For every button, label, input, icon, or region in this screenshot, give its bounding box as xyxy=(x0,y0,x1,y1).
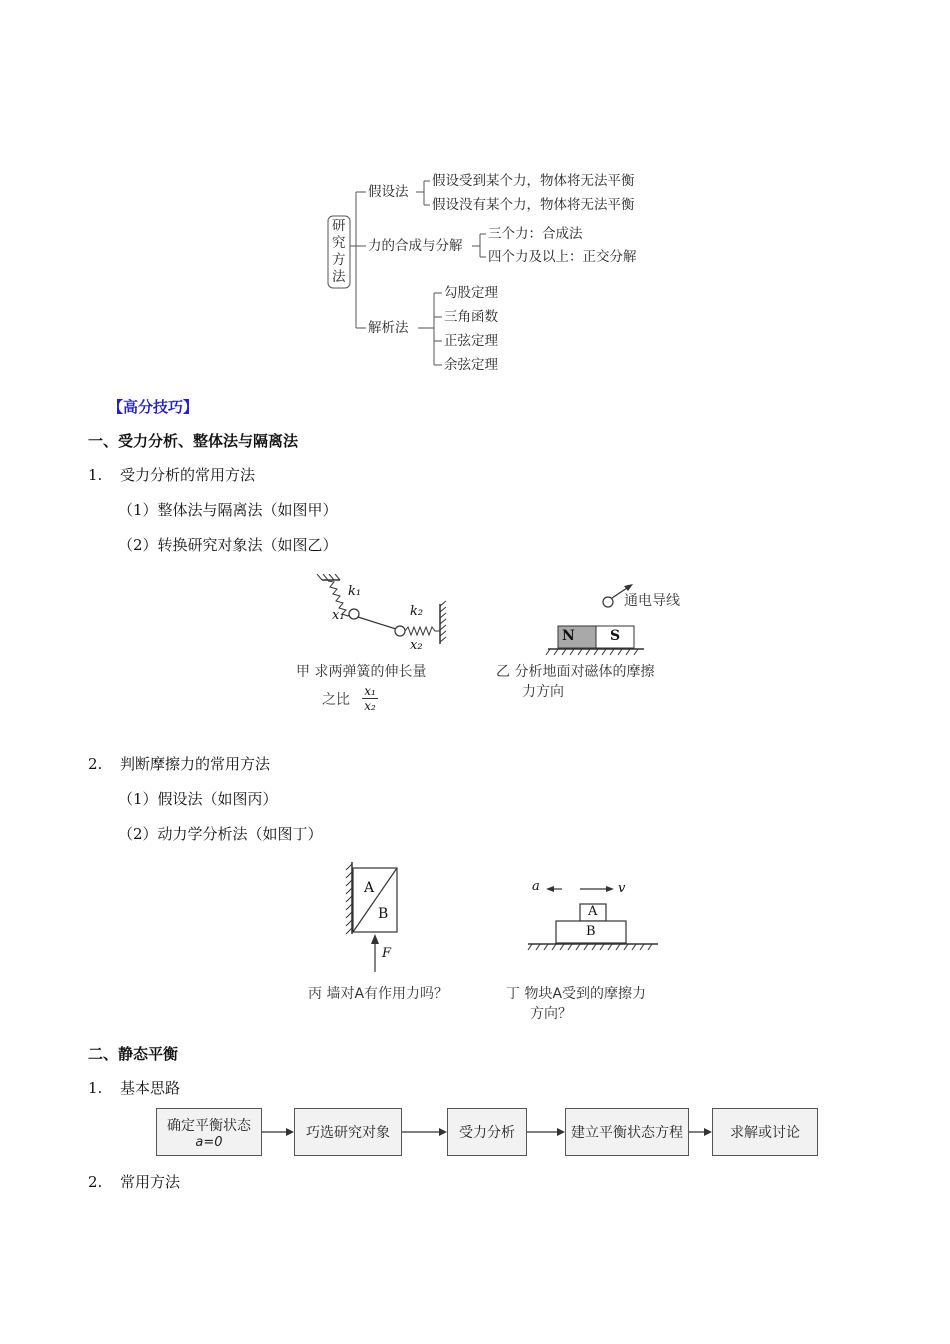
figure-ding xyxy=(500,876,720,1026)
flow-step-force-analysis xyxy=(447,1108,527,1156)
flow-step-1-line2: a=0 xyxy=(195,1134,223,1150)
force-f-label: F xyxy=(382,946,392,961)
flow-step-confirm-equilibrium xyxy=(156,1108,262,1156)
mindmap xyxy=(320,168,680,380)
tips-heading: 【高分技巧】 xyxy=(108,398,199,416)
flow-step-build-equation xyxy=(565,1108,689,1156)
label-k1: k₁ xyxy=(348,584,362,599)
flow-step-4-label: 建立平衡状态方程 xyxy=(571,1125,683,1141)
figure-jia-drawing xyxy=(290,574,470,654)
section2-item2-number: 2. xyxy=(88,1173,103,1191)
block-b-label: B xyxy=(378,906,389,922)
fraction-denominator: x₂ xyxy=(364,699,376,713)
section2-item2-text: 常用方法 xyxy=(120,1173,181,1191)
section2-title: 二、静态平衡 xyxy=(88,1045,179,1063)
figure-bing-drawing xyxy=(300,860,500,980)
magnet-n-label: N xyxy=(562,628,575,644)
figure-jia-caption: 甲 求两弹簧的伸长量 xyxy=(296,664,427,680)
branch3-item-1: 勾股定理 xyxy=(444,285,498,301)
label-x1: x₁ xyxy=(332,608,345,623)
magnet-s-label: S xyxy=(610,628,621,644)
figure-jia-fraction xyxy=(362,684,378,713)
branch-label-3: 解析法 xyxy=(368,320,409,336)
section1-title: 一、受力分析、整体法与隔离法 xyxy=(88,432,299,450)
section2-item1-number: 1. xyxy=(88,1079,103,1097)
figure-bing-caption: 丙 墙对A有作用力吗？ xyxy=(308,986,449,1002)
figure-jia-caption-line2: 之比 xyxy=(322,692,350,708)
flow-step-choose-object xyxy=(294,1108,402,1156)
flow-step-solve-discuss xyxy=(712,1108,818,1156)
fraction-numerator: x₁ xyxy=(364,684,376,698)
section2-item1-text: 基本思路 xyxy=(120,1079,181,1097)
block-b-label: B xyxy=(586,924,596,939)
branch-label-1: 假设法 xyxy=(368,184,409,200)
flow-step-2-label: 巧选研究对象 xyxy=(306,1125,390,1141)
label-x2: x₂ xyxy=(410,638,423,653)
figure-yi-caption-line2: 力方向 xyxy=(522,684,564,700)
figure-yi xyxy=(492,580,712,710)
figure-bing xyxy=(300,860,500,1010)
flow-step-3-label: 受力分析 xyxy=(459,1125,515,1141)
branch-label-2: 力的合成与分解 xyxy=(368,238,463,254)
wire-label: 通电导线 xyxy=(624,593,680,609)
figure-jia xyxy=(290,574,470,724)
branch1-item-2: 假设没有某个力，物体将无法平衡 xyxy=(432,197,635,213)
branch3-item-3: 正弦定理 xyxy=(444,333,498,349)
section1-sub4: （2）动力学分析法（如图丁） xyxy=(118,825,323,843)
section1-item1-text: 受力分析的常用方法 xyxy=(120,466,256,484)
section1-item1-number: 1. xyxy=(88,466,103,484)
section1-item2-text: 判断摩擦力的常用方法 xyxy=(120,755,271,773)
block-a-label: A xyxy=(588,904,598,919)
figure-yi-caption: 乙 分析地面对磁体的摩擦 xyxy=(496,664,655,680)
flow-step-1-line1: 确定平衡状态 xyxy=(167,1117,251,1134)
branch3-item-4: 余弦定理 xyxy=(444,357,498,373)
mindmap-root: 研究方法 xyxy=(332,218,346,285)
accel-a-label: a xyxy=(532,879,540,894)
branch3-item-2: 三角函数 xyxy=(444,309,498,325)
section1-sub1: （1）整体法与隔离法（如图甲） xyxy=(118,501,338,519)
section1-sub2: （2）转换研究对象法（如图乙） xyxy=(118,536,338,554)
figure-ding-caption-line2: 方向？ xyxy=(530,1006,572,1022)
figure-ding-caption: 丁 物块A受到的摩擦力 xyxy=(506,986,647,1002)
branch2-item-1: 三个力：合成法 xyxy=(488,226,583,242)
branch2-item-2: 四个力及以上：正交分解 xyxy=(488,249,637,265)
branch1-item-1: 假设受到某个力，物体将无法平衡 xyxy=(432,173,635,189)
section1-sub3: （1）假设法（如图丙） xyxy=(118,790,278,808)
flow-step-5-label: 求解或讨论 xyxy=(730,1125,800,1141)
velocity-v-label: v xyxy=(618,881,626,896)
section1-item2-number: 2. xyxy=(88,755,103,773)
label-k2: k₂ xyxy=(410,604,424,619)
block-a-label: A xyxy=(364,880,375,896)
